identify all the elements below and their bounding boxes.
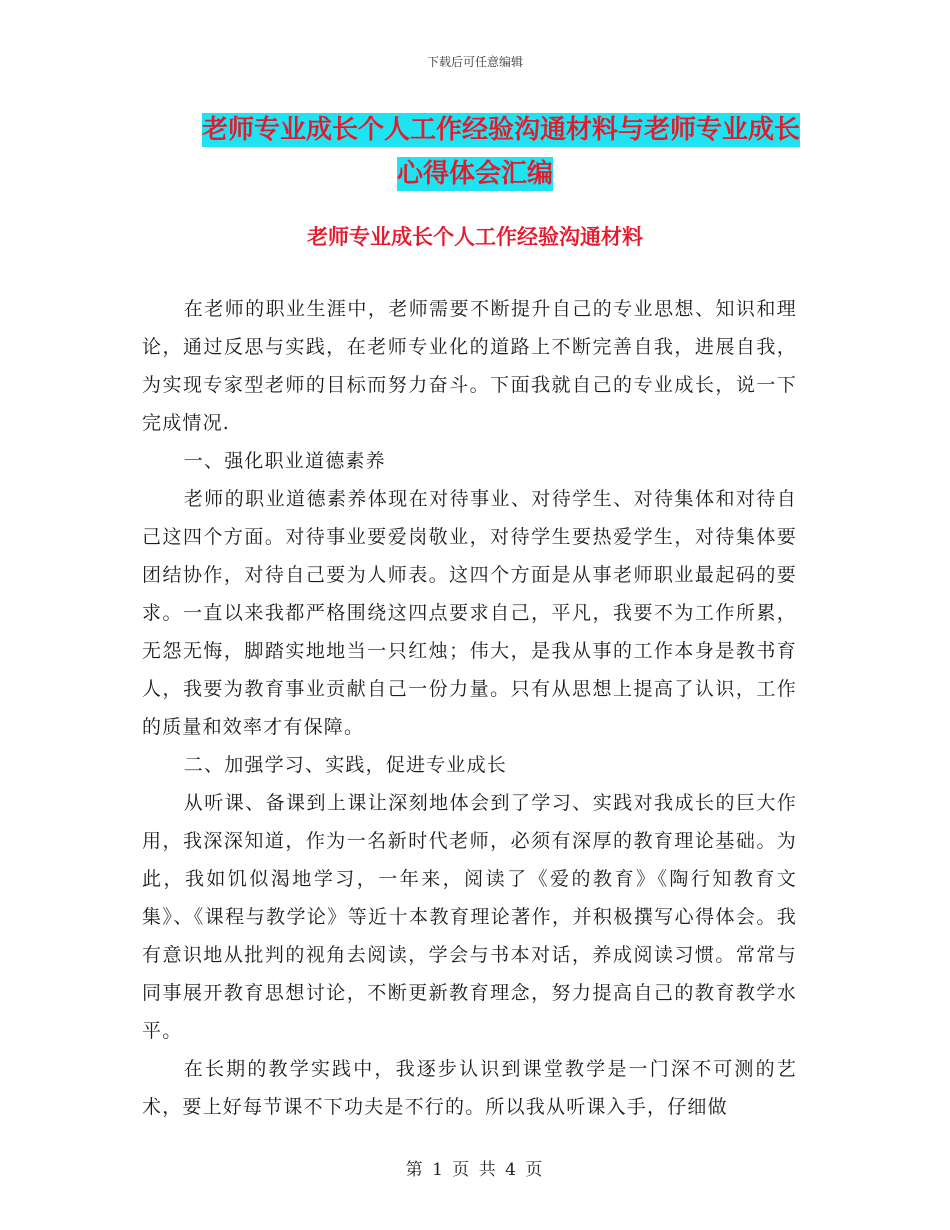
header-note: 下载后可任意编辑 — [426, 55, 523, 69]
document-title-line-1 — [0, 108, 950, 152]
document-body — [142, 290, 797, 1126]
title-highlight-1: 老师专业成长个人工作经验沟通材料与老师专业成长 — [201, 115, 800, 145]
document-title-line-2 — [0, 152, 950, 196]
section-title: 老师专业成长个人工作经验沟通材料 — [307, 225, 643, 249]
paragraph-ethics: 老师的职业道德素养体现在对待事业、对待学生、对待集体和对待自己这四个方面。对待事业要爱岗敬业，对待学生要热爱学生，对待集体要团结协作，对待自己要为人师表。这四个方面是从事老师职业最起码的要求。一直以来我都严格围绕这四点要求自己，平凡，我要不为工作所累，无怨无悔，脚踏实地地当一只红烛；伟大，是我从事的工作本身是教书育人，我要为教育事业贡献自己一份力量。只有从思想上提高了认识，工作的质量和效率才有保障。 — [142, 488, 797, 738]
paragraph-learning: 从听课、备课到上课让深刻地体会到了学习、实践对我成长的巨大作用，我深深知道，作为一名新时代老师，必须有深厚的教育理论基础。为此，我如饥似渴地学习，一年来，阅读了《爱的教育》《陶行知教育文集》、《课程与教学论》等近十本教育理论著作，并积极撰写心得体会。我有意识地从批判的视角去阅读，学会与书本对话，养成阅读习惯。常常与同事展开教育思想讨论，不断更新教育理念，努力提高自己的教育教学水平。 — [142, 792, 797, 1042]
page-footer: 第 1 页 共 4 页 — [405, 1160, 545, 1180]
paragraph-intro: 在老师的职业生涯中，老师需要不断提升自己的专业思想、知识和理论，通过反思与实践，在老师专业化的道路上不断完善自我，进展自我，为实现专家型老师的目标而努力奋斗。下面我就自己的专业成长，说一下完成情况. — [142, 298, 797, 434]
document-title — [0, 108, 950, 196]
heading-1: 一、强化职业道德素养 — [183, 450, 386, 472]
heading-2: 二、加强学习、实践，促进专业成长 — [183, 754, 507, 776]
title-highlight-2: 心得体会汇编 — [396, 159, 553, 189]
paragraph-practice: 在长期的教学实践中，我逐步认识到课堂教学是一门深不可测的艺术，要上好每节课不下功夫是不行的。所以我从听课入手，仔细做 — [142, 1058, 797, 1118]
